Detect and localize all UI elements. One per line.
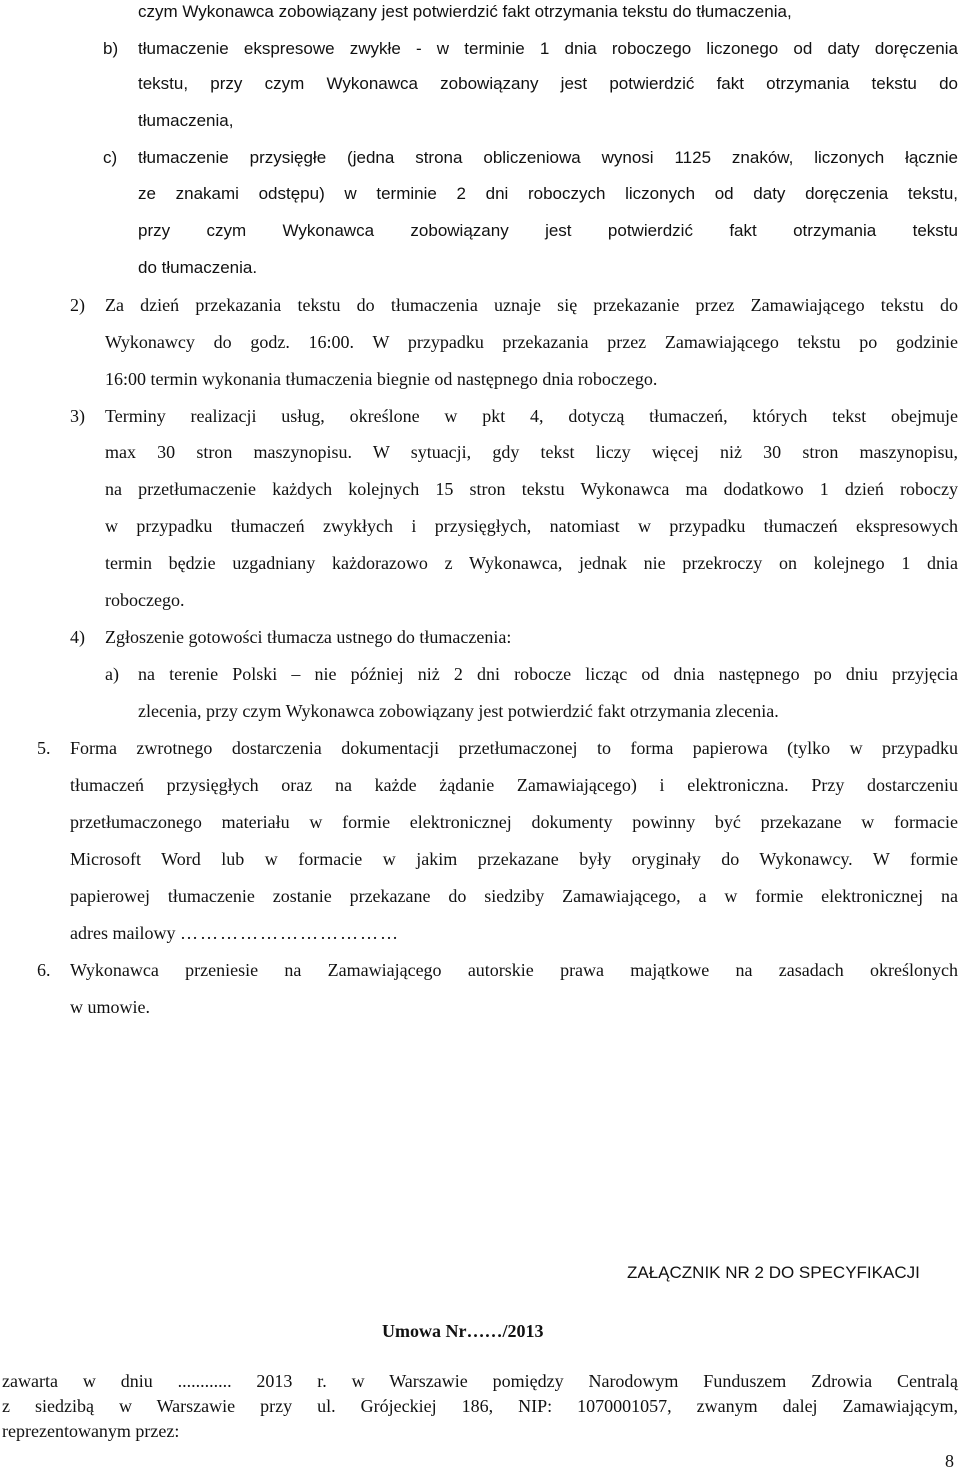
- item-3-line: max 30 stron maszynopisu. W sytuacji, gdy tekst liczy więcej niż 30 stron maszynopisu,: [105, 442, 958, 462]
- contract-intro-line: zawarta w dniu ............ 2013 r. w Warszawie pomiędzy Narodowym Funduszem Zdrowia Centralą: [2, 1371, 958, 1391]
- contract-intro-line: reprezentowanym przez:: [2, 1421, 180, 1441]
- email-placeholder-dots: ……………………………: [179, 923, 400, 943]
- section-5-last-line: [70, 922, 400, 944]
- contract-intro-line: z siedzibą w Warszawie przy ul. Grójeckiej 186, NIP: 1070001057, zwanym dalej Zamawiającym,: [2, 1396, 958, 1416]
- item-4-a-line: na terenie Polski – nie później niż 2 dni robocze licząc od dnia następnego po dniu przyjęcia: [138, 664, 958, 684]
- section-6-marker: 6.: [37, 960, 51, 980]
- item-2-line: 16:00 termin wykonania tłumaczenia biegnie od następnego dnia roboczego.: [105, 369, 658, 389]
- item-3-line: Terminy realizacji usług, określone w pkt 4, dotyczą tłumaczeń, których tekst obejmuje: [105, 406, 958, 426]
- item-1-c-line: do tłumaczenia.: [138, 258, 258, 277]
- section-5-line: Forma zwrotnego dostarczenia dokumentacji przetłumaczonej to forma papierowa (tylko w przypadku: [70, 738, 958, 758]
- section-5-email-label: adres mailowy: [70, 923, 176, 943]
- section-5-line: Microsoft Word lub w formacie w jakim przekazane były oryginały do Wykonawcy. W formie: [70, 849, 958, 869]
- item-3-line: na przetłumaczenie każdych kolejnych 15 stron tekstu Wykonawca ma dodatkowo 1 dzień roboczy: [105, 479, 958, 499]
- item-1-b-marker: b): [103, 39, 119, 58]
- item-4-marker: 4): [70, 627, 85, 647]
- item-3-marker: 3): [70, 406, 85, 426]
- section-5-line: papierowej tłumaczenie zostanie przekazane do siedziby Zamawiającego, a w formie elektronicznej na: [70, 886, 958, 906]
- item-4-a-marker: a): [105, 664, 119, 684]
- item-2-line: Za dzień przekazania tekstu do tłumaczenia uznaje się przekazanie przez Zamawiającego tekstu do: [105, 295, 958, 315]
- item-1-c-line: tłumaczenie przysięgłe (jedna strona obliczeniowa wynosi 1125 znaków, liczonych łącznie: [138, 148, 958, 167]
- item-1-continuation-line: czym Wykonawca zobowiązany jest potwierdzić fakt otrzymania tekstu do tłumaczenia,: [138, 2, 792, 21]
- item-1-c-line: ze znakami odstępu) w terminie 2 dni roboczych liczonych od daty doręczenia tekstu,: [138, 184, 958, 203]
- item-1-c-marker: c): [103, 148, 118, 167]
- section-6-line: w umowie.: [70, 997, 150, 1017]
- item-3-line: w przypadku tłumaczeń zwykłych i przysięgłych, natomiast w przypadku tłumaczeń ekspresowych: [105, 516, 958, 536]
- item-2-marker: 2): [70, 295, 85, 315]
- item-2-line: Wykonawcy do godz. 16:00. W przypadku przekazania przez Zamawiającego tekstu po godzinie: [105, 332, 958, 352]
- annex-title: ZAŁĄCZNIK NR 2 DO SPECYFIKACJI: [627, 1263, 920, 1282]
- item-3-line: termin będzie uzgadniany każdorazowo z Wykonawca, jednak nie przekroczy on kolejnego 1 dnia: [105, 553, 958, 573]
- item-4-lead: Zgłoszenie gotowości tłumacza ustnego do tłumaczenia:: [105, 627, 512, 647]
- item-1-b-line: tłumaczenia,: [138, 111, 234, 130]
- section-5-marker: 5.: [37, 738, 51, 758]
- section-5-line: przetłumaczonego materiału w formie elektronicznej dokumenty powinny być przekazane w formacie: [70, 812, 958, 832]
- item-1-c-line: przy czym Wykonawca zobowiązany jest potwierdzić fakt otrzymania tekstu: [138, 221, 958, 240]
- section-5-line: tłumaczeń przysięgłych oraz na każde żądanie Zamawiającego) i elektroniczna. Przy dostarczeniu: [70, 775, 958, 795]
- item-4-a-line: zlecenia, przy czym Wykonawca zobowiązany jest potwierdzić fakt otrzymania zlecenia.: [138, 701, 779, 721]
- section-6-line: Wykonawca przeniesie na Zamawiającego autorskie prawa majątkowe na zasadach określonych: [70, 960, 958, 980]
- page-number: 8: [945, 1451, 954, 1471]
- contract-title: Umowa Nr……/2013: [382, 1321, 544, 1341]
- item-1-b-line: tekstu, przy czym Wykonawca zobowiązany jest potwierdzić fakt otrzymania tekstu do: [138, 74, 958, 93]
- item-3-line: roboczego.: [105, 590, 185, 610]
- item-1-b-line: tłumaczenie ekspresowe zwykłe - w terminie 1 dnia roboczego liczonego od daty doręczenia: [138, 39, 958, 58]
